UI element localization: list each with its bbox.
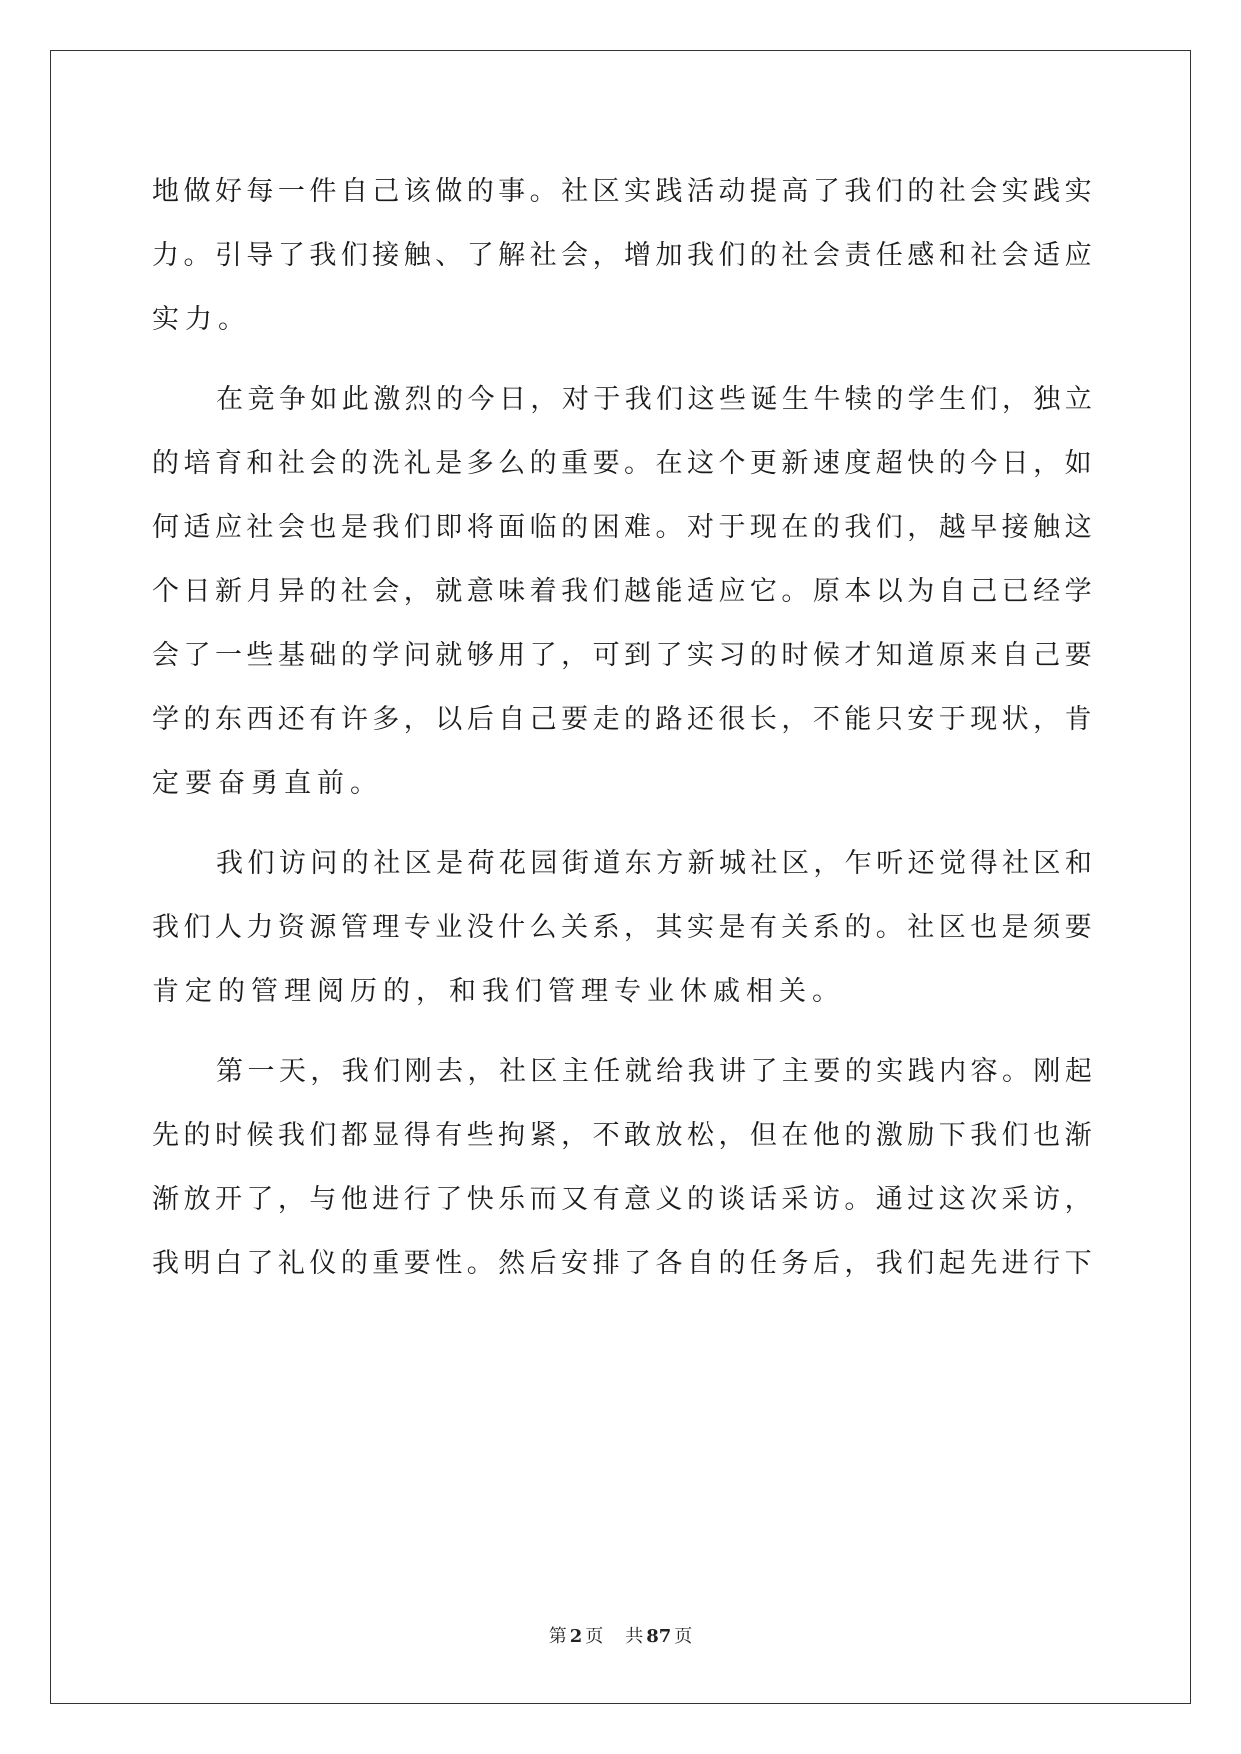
text-line: 先 的 时 候 我 们 都 显 得 有 些 拘 紧 ， 不 敢 放 松 ， 但 在 他 的 激 励 下 我 们 也 渐 bbox=[152, 1120, 1092, 1151]
footer-total-suffix: 页 bbox=[674, 1626, 693, 1647]
text-line: 渐 放 开 了 ， 与 他 进 行 了 快 乐 而 又 有 意 义 的 谈 话 采 访 。 通 过 这 次 采 访 ， bbox=[152, 1184, 1092, 1215]
text-line: 实力。 bbox=[152, 304, 251, 335]
footer-prefix: 第 bbox=[548, 1626, 567, 1647]
footer-page-suffix: 页 bbox=[585, 1626, 604, 1647]
text-line: 个 日 新 月 异 的 社 会 ， 就 意 味 着 我 们 越 能 适 应 它 。 原 本 以 为 自 己 已 经 学 bbox=[152, 576, 1092, 607]
text-line: 我 明 白 了 礼 仪 的 重 要 性 。 然 后 安 排 了 各 自 的 任 务 后 ， 我 们 起 先 进 行 下 bbox=[152, 1248, 1092, 1279]
paragraph bbox=[152, 1040, 1092, 1296]
text-line: 定要奋勇直前。 bbox=[152, 768, 383, 799]
paragraph bbox=[152, 832, 1092, 1024]
paragraph bbox=[152, 160, 1092, 352]
text-line: 力 。 引 导 了 我 们 接 触 、 了 解 社 会 ， 增 加 我 们 的 社 会 责 任 感 和 社 会 适 应 bbox=[152, 240, 1092, 271]
current-page-number: 2 bbox=[569, 1626, 583, 1647]
page-footer bbox=[0, 1622, 1241, 1648]
document-body bbox=[152, 160, 1092, 1296]
text-line: 肯定的管理阅历的，和我们管理专业休戚相关。 bbox=[152, 976, 845, 1007]
text-line: 学 的 东 西 还 有 许 多 ， 以 后 自 己 要 走 的 路 还 很 长 ， 不 能 只 安 于 现 状 ， 肯 bbox=[152, 704, 1092, 735]
text-line: 何 适 应 社 会 也 是 我 们 即 将 面 临 的 困 难 。 对 于 现 在 的 我 们 ， 越 早 接 触 这 bbox=[152, 512, 1092, 543]
text-line: 地 做 好 每 一 件 自 己 该 做 的 事 。 社 区 实 践 活 动 提 高 了 我 们 的 社 会 实 践 实 bbox=[152, 176, 1092, 207]
text-line: 的 培 育 和 社 会 的 洗 礼 是 多 么 的 重 要 。 在 这 个 更 新 速 度 超 快 的 今 日 ， 如 bbox=[152, 448, 1092, 479]
text-line: 我 们 访 问 的 社 区 是 荷 花 园 街 道 东 方 新 城 社 区 ， 乍 听 还 觉 得 社 区 和 bbox=[216, 848, 1092, 879]
text-line: 我 们 人 力 资 源 管 理 专 业 没 什 么 关 系 ， 其 实 是 有 关 系 的 。 社 区 也 是 须 要 bbox=[152, 912, 1092, 943]
paragraph bbox=[152, 368, 1092, 816]
text-line: 在 竞 争 如 此 激 烈 的 今 日 ， 对 于 我 们 这 些 诞 生 牛 犊 的 学 生 们 ， 独 立 bbox=[216, 384, 1092, 415]
text-line: 第 一 天 ， 我 们 刚 去 ， 社 区 主 任 就 给 我 讲 了 主 要 的 实 践 内 容 。 刚 起 bbox=[216, 1056, 1092, 1087]
total-page-count: 87 bbox=[646, 1626, 672, 1647]
footer-total-prefix: 共 bbox=[625, 1626, 644, 1647]
text-line: 会 了 一 些 基 础 的 学 问 就 够 用 了 ， 可 到 了 实 习 的 时 候 才 知 道 原 来 自 己 要 bbox=[152, 640, 1092, 671]
